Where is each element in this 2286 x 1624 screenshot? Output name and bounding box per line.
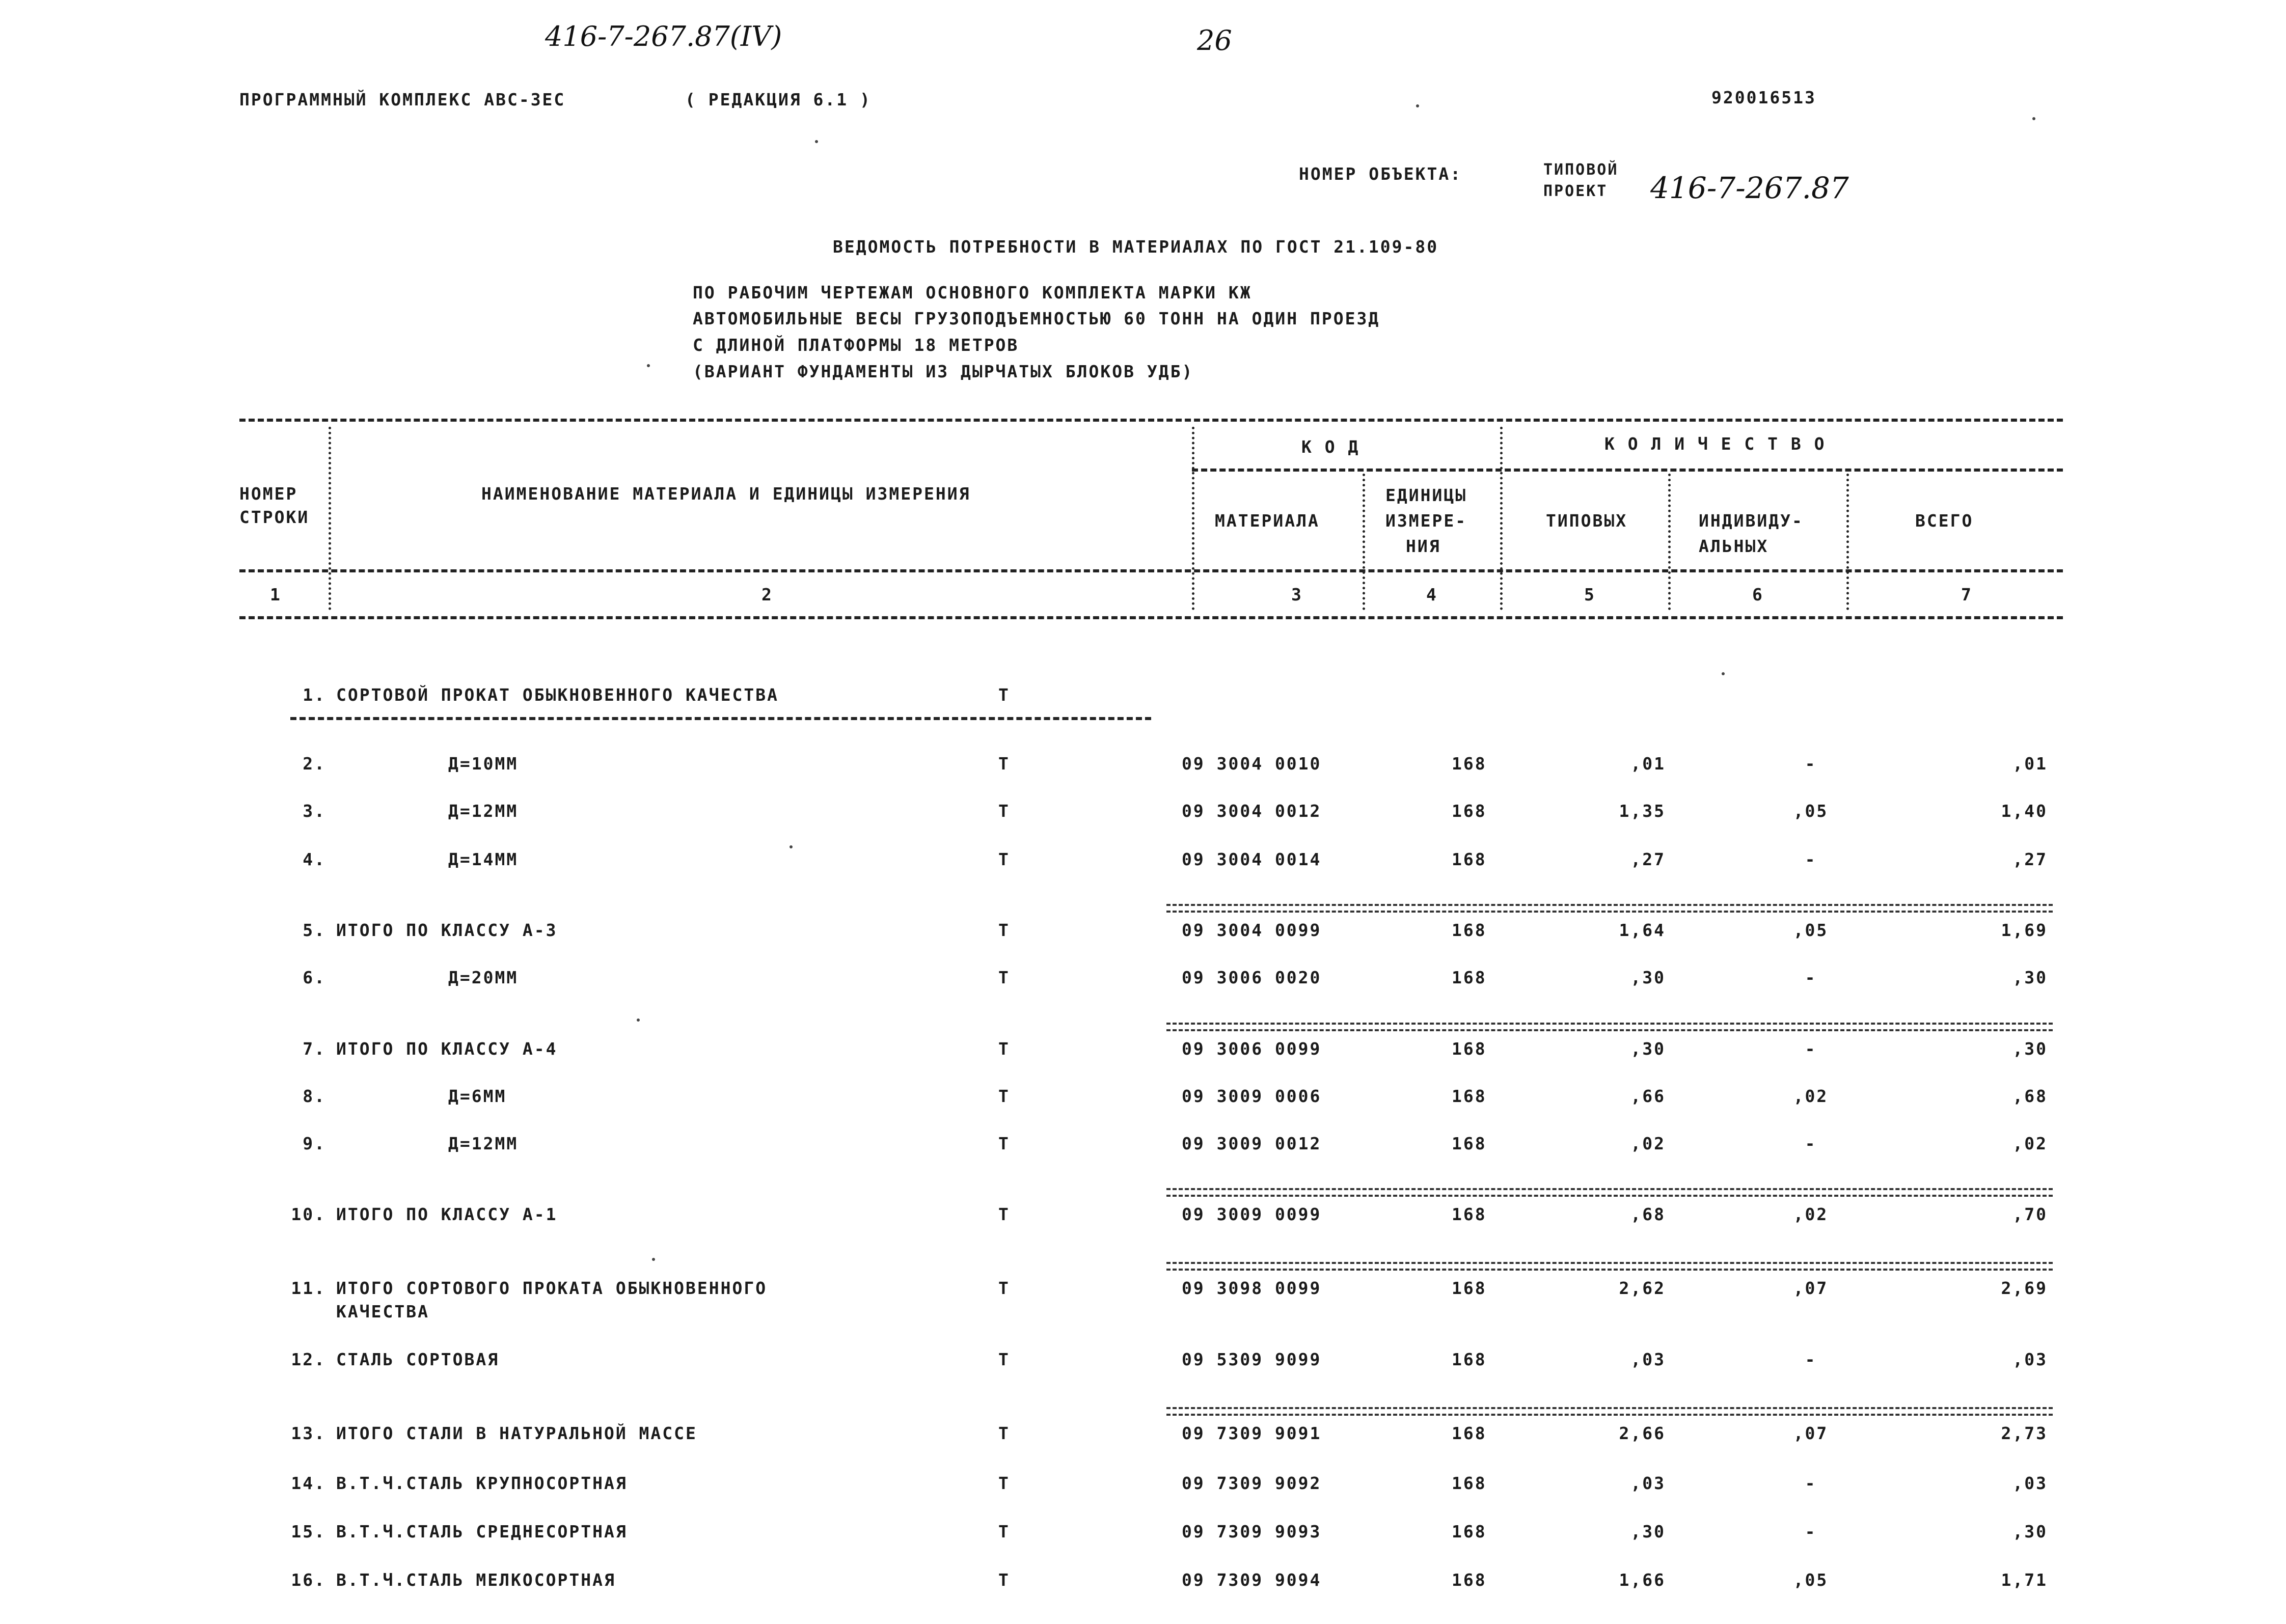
header-code-material: МАТЕРИАЛА xyxy=(1215,511,1320,531)
row-unit-code: 168 xyxy=(1452,1522,1487,1542)
section-number: 1. xyxy=(303,685,326,705)
col-number-4: 4 xyxy=(1426,585,1438,604)
section-heading xyxy=(0,685,2286,715)
table-row xyxy=(0,1423,2286,1454)
table-row xyxy=(0,849,2286,880)
row-individual: ,02 xyxy=(1793,1204,1829,1224)
row-material-code: 09 3009 0006 xyxy=(1182,1086,1322,1106)
table-row xyxy=(0,1086,2286,1117)
header-typical: ТИПОВЫХ xyxy=(1546,511,1628,531)
row-typical: 1,64 xyxy=(1619,920,1666,940)
col-number-7: 7 xyxy=(1961,585,1973,604)
header-material-name: НАИМЕНОВАНИЕ МАТЕРИАЛА И ЕДИНИЦЫ ИЗМЕРЕНИЯ xyxy=(481,484,971,504)
row-individual: ,07 xyxy=(1793,1278,1829,1298)
row-material-code: 09 3098 0099 xyxy=(1182,1278,1322,1298)
row-number: 14. xyxy=(291,1473,326,1493)
row-total: 2,73 xyxy=(2001,1423,2048,1443)
row-number: 11. xyxy=(291,1278,326,1298)
row-total: ,02 xyxy=(2012,1134,2048,1153)
col-number-3: 3 xyxy=(1291,585,1303,604)
row-unit-code: 168 xyxy=(1452,1134,1487,1153)
row-typical: ,68 xyxy=(1630,1204,1666,1224)
row-unit: Т xyxy=(998,1350,1010,1369)
document-title: ВЕДОМОСТЬ ПОТРЕБНОСТИ В МАТЕРИАЛАХ ПО ГОСТ 21.109-80 xyxy=(833,237,1439,257)
row-material-code: 09 7309 9094 xyxy=(1182,1570,1322,1590)
row-number: 12. xyxy=(291,1350,326,1369)
row-material-name: Д=20ММ xyxy=(448,968,519,987)
row-total: ,03 xyxy=(2012,1473,2048,1493)
row-material-name: В.Т.Ч.СТАЛЬ СРЕДНЕСОРТНАЯ xyxy=(336,1522,628,1542)
header-individual-1: ИНДИВИДУ- xyxy=(1699,511,1804,531)
subtotal-separator xyxy=(1166,1407,2053,1416)
table-row xyxy=(0,754,2286,784)
row-unit: Т xyxy=(998,849,1010,869)
row-material-code: 09 3006 0099 xyxy=(1182,1039,1322,1059)
title-line-1: ПО РАБОЧИМ ЧЕРТЕЖАМ ОСНОВНОГО КОМПЛЕКТА МАРКИ КЖ xyxy=(693,283,1252,302)
row-unit-code: 168 xyxy=(1452,754,1487,774)
row-typical: ,30 xyxy=(1630,968,1666,987)
row-unit: Т xyxy=(998,1204,1010,1224)
header-code-rule xyxy=(1192,469,2063,472)
row-material-name: Д=12ММ xyxy=(448,801,519,821)
row-material-name: Д=6ММ xyxy=(448,1086,507,1106)
row-unit: Т xyxy=(998,1570,1010,1590)
table-row xyxy=(0,801,2286,832)
header-row-number-1: НОМЕР xyxy=(239,484,298,504)
row-unit: Т xyxy=(998,1278,1010,1298)
row-unit: Т xyxy=(998,1423,1010,1443)
program-name: ПРОГРАММНЫЙ КОМПЛЕКС АВС-3ЕС xyxy=(239,90,566,109)
row-unit-code: 168 xyxy=(1452,920,1487,940)
row-individual: - xyxy=(1805,1522,1817,1542)
row-unit-code: 168 xyxy=(1452,849,1487,869)
header-divider-1 xyxy=(329,427,331,610)
row-unit: Т xyxy=(998,920,1010,940)
row-unit-code: 168 xyxy=(1452,1350,1487,1369)
title-line-3: С ДЛИНОЙ ПЛАТФОРМЫ 18 МЕТРОВ xyxy=(693,335,1019,355)
row-number: 3. xyxy=(303,801,326,821)
row-number: 15. xyxy=(291,1522,326,1542)
row-total: ,27 xyxy=(2012,849,2048,869)
row-individual: ,05 xyxy=(1793,801,1829,821)
row-unit: Т xyxy=(998,1039,1010,1059)
row-unit-code: 168 xyxy=(1452,1039,1487,1059)
row-typical: 2,66 xyxy=(1619,1423,1666,1443)
row-material-name: Д=10ММ xyxy=(448,754,519,774)
subtotal-separator xyxy=(1166,1023,2053,1031)
row-individual: ,05 xyxy=(1793,1570,1829,1590)
title-line-2: АВТОМОБИЛЬНЫЕ ВЕСЫ ГРУЗОПОДЪЕМНОСТЬЮ 60 ТОНН НА ОДИН ПРОЕЗД xyxy=(693,309,1380,328)
row-material-code: 09 3006 0020 xyxy=(1182,968,1322,987)
row-typical: 1,66 xyxy=(1619,1570,1666,1590)
row-typical: ,66 xyxy=(1630,1086,1666,1106)
row-material-name: ИТОГО ПО КЛАССУ А-1 xyxy=(336,1204,558,1224)
table-row xyxy=(0,1570,2286,1601)
row-unit: Т xyxy=(998,1473,1010,1493)
row-material-code: 09 7309 9092 xyxy=(1182,1473,1322,1493)
scan-speck xyxy=(647,364,650,367)
title-line-4: (ВАРИАНТ ФУНДАМЕНТЫ ИЗ ДЫРЧАТЫХ БЛОКОВ УДБ) xyxy=(693,362,1194,381)
header-code-unit-1: ЕДИНИЦЫ xyxy=(1385,485,1467,505)
section-underline xyxy=(290,717,1151,720)
row-number: 10. xyxy=(291,1204,326,1224)
handwritten-project-number: 416-7-267.87 xyxy=(1650,171,1849,205)
section-unit: Т xyxy=(998,685,1010,705)
row-number: 13. xyxy=(291,1423,326,1443)
row-number: 7. xyxy=(303,1039,326,1059)
row-material-name: Д=12ММ xyxy=(448,1134,519,1153)
row-material-code: 09 7309 9091 xyxy=(1182,1423,1322,1443)
header-divider-3 xyxy=(1363,474,1365,610)
row-total: ,30 xyxy=(2012,968,2048,987)
table-row xyxy=(0,1204,2286,1235)
row-number: 8. xyxy=(303,1086,326,1106)
row-total: 2,69 xyxy=(2001,1278,2048,1298)
row-unit-code: 168 xyxy=(1452,1570,1487,1590)
row-material-code: 09 3004 0099 xyxy=(1182,920,1322,940)
row-material-name: ИТОГО СОРТОВОГО ПРОКАТА ОБЫКНОВЕННОГО xyxy=(336,1278,768,1298)
scan-speck xyxy=(1416,104,1419,107)
row-total: ,70 xyxy=(2012,1204,2048,1224)
row-individual: ,05 xyxy=(1793,920,1829,940)
row-total: ,68 xyxy=(2012,1086,2048,1106)
row-individual: - xyxy=(1805,1039,1817,1059)
row-typical: ,03 xyxy=(1630,1473,1666,1493)
scan-speck xyxy=(790,845,793,848)
row-number: 16. xyxy=(291,1570,326,1590)
row-material-code: 09 3004 0012 xyxy=(1182,801,1322,821)
subtotal-separator xyxy=(1166,1262,2053,1271)
row-total: 1,40 xyxy=(2001,801,2048,821)
row-material-name: Д=14ММ xyxy=(448,849,519,869)
row-material-name: ИТОГО ПО КЛАССУ А-3 xyxy=(336,920,558,940)
header-divider-5 xyxy=(1668,474,1671,610)
row-material-code: 09 5309 9099 xyxy=(1182,1350,1322,1369)
table-row xyxy=(0,1522,2286,1552)
row-individual: - xyxy=(1805,968,1817,987)
row-individual: - xyxy=(1805,1134,1817,1153)
col-number-1: 1 xyxy=(270,585,282,604)
row-number: 6. xyxy=(303,968,326,987)
header-total: ВСЕГО xyxy=(1915,511,1974,531)
scan-speck xyxy=(1722,672,1725,675)
row-material-code: 09 3009 0012 xyxy=(1182,1134,1322,1153)
row-unit-code: 168 xyxy=(1452,1278,1487,1298)
row-typical: ,27 xyxy=(1630,849,1666,869)
header-bottom-rule xyxy=(239,616,2063,619)
scan-speck xyxy=(815,140,818,143)
row-number: 4. xyxy=(303,849,326,869)
table-row xyxy=(0,1134,2286,1164)
header-top-rule xyxy=(239,419,2063,422)
row-material-name: ИТОГО СТАЛИ В НАТУРАЛЬНОЙ МАССЕ xyxy=(336,1423,697,1443)
row-material-code: 09 3004 0014 xyxy=(1182,849,1322,869)
header-code: К О Д xyxy=(1301,437,1360,457)
table-row xyxy=(0,920,2286,951)
object-type-line-2: ПРОЕКТ xyxy=(1543,182,1608,200)
row-total: 1,69 xyxy=(2001,920,2048,940)
header-quantity: К О Л И Ч Е С Т В О xyxy=(1604,434,1826,454)
row-individual: - xyxy=(1805,849,1817,869)
subtotal-separator xyxy=(1166,904,2053,913)
row-unit-code: 168 xyxy=(1452,1086,1487,1106)
row-material-name: ИТОГО ПО КЛАССУ А-4 xyxy=(336,1039,558,1059)
scan-speck xyxy=(2032,117,2035,120)
row-total: ,01 xyxy=(2012,754,2048,774)
row-typical: ,02 xyxy=(1630,1134,1666,1153)
handwritten-page-number: 26 xyxy=(1197,24,1232,57)
row-unit: Т xyxy=(998,1134,1010,1153)
header-divider-2 xyxy=(1192,427,1194,610)
row-material-code: 09 3004 0010 xyxy=(1182,754,1322,774)
col-number-6: 6 xyxy=(1752,585,1764,604)
header-divider-6 xyxy=(1846,474,1849,610)
row-individual: - xyxy=(1805,1473,1817,1493)
row-material-code: 09 3009 0099 xyxy=(1182,1204,1322,1224)
table-row xyxy=(0,1473,2286,1504)
row-typical: 1,35 xyxy=(1619,801,1666,821)
row-individual: - xyxy=(1805,754,1817,774)
row-total: ,30 xyxy=(2012,1522,2048,1542)
row-individual: ,02 xyxy=(1793,1086,1829,1106)
object-number-label: НОМЕР ОБЪЕКТА: xyxy=(1299,164,1462,184)
row-individual: ,07 xyxy=(1793,1423,1829,1443)
row-typical: ,30 xyxy=(1630,1522,1666,1542)
row-material-name: В.Т.Ч.СТАЛЬ КРУПНОСОРТНАЯ xyxy=(336,1473,628,1493)
row-total: ,03 xyxy=(2012,1350,2048,1369)
header-row-number-2: СТРОКИ xyxy=(239,507,310,527)
row-unit-code: 168 xyxy=(1452,1204,1487,1224)
row-individual: - xyxy=(1805,1350,1817,1369)
row-number: 2. xyxy=(303,754,326,774)
col-number-5: 5 xyxy=(1584,585,1596,604)
table-row xyxy=(0,968,2286,998)
header-individual-2: АЛЬНЫХ xyxy=(1699,536,1769,556)
handwritten-doc-code: 416-7-267.87(IV) xyxy=(545,20,782,52)
header-code-unit-2: ИЗМЕРЕ- xyxy=(1385,511,1467,531)
row-total: ,30 xyxy=(2012,1039,2048,1059)
row-unit: Т xyxy=(998,1522,1010,1542)
header-divider-4 xyxy=(1500,427,1503,610)
row-typical: ,03 xyxy=(1630,1350,1666,1369)
row-material-name: СТАЛЬ СОРТОВАЯ xyxy=(336,1350,500,1369)
row-material-name-continued: КАЧЕСТВА xyxy=(336,1302,429,1322)
row-unit: Т xyxy=(998,801,1010,821)
table-row xyxy=(0,1278,2286,1334)
row-unit-code: 168 xyxy=(1452,1423,1487,1443)
row-number: 9. xyxy=(303,1134,326,1153)
row-typical: ,30 xyxy=(1630,1039,1666,1059)
row-unit-code: 168 xyxy=(1452,968,1487,987)
row-number: 5. xyxy=(303,920,326,940)
header-code-unit-3: НИЯ xyxy=(1406,536,1441,556)
program-edition: ( РЕДАКЦИЯ 6.1 ) xyxy=(685,90,872,109)
row-unit: Т xyxy=(998,968,1010,987)
row-unit: Т xyxy=(998,754,1010,774)
table-row xyxy=(0,1039,2286,1069)
serial-number: 920016513 xyxy=(1711,88,1816,107)
header-mid-rule xyxy=(239,569,2063,572)
row-material-name: В.Т.Ч.СТАЛЬ МЕЛКОСОРТНАЯ xyxy=(336,1570,616,1590)
row-total: 1,71 xyxy=(2001,1570,2048,1590)
section-name: СОРТОВОЙ ПРОКАТ ОБЫКНОВЕННОГО КАЧЕСТВА xyxy=(336,685,779,705)
object-type-line-1: ТИПОВОЙ xyxy=(1543,161,1619,179)
subtotal-separator xyxy=(1166,1188,2053,1197)
scan-speck xyxy=(637,1019,640,1022)
row-typical: 2,62 xyxy=(1619,1278,1666,1298)
scan-speck xyxy=(652,1258,655,1261)
row-material-code: 09 7309 9093 xyxy=(1182,1522,1322,1542)
col-number-2: 2 xyxy=(761,585,773,604)
row-unit-code: 168 xyxy=(1452,801,1487,821)
row-typical: ,01 xyxy=(1630,754,1666,774)
row-unit-code: 168 xyxy=(1452,1473,1487,1493)
table-row xyxy=(0,1350,2286,1380)
row-unit: Т xyxy=(998,1086,1010,1106)
